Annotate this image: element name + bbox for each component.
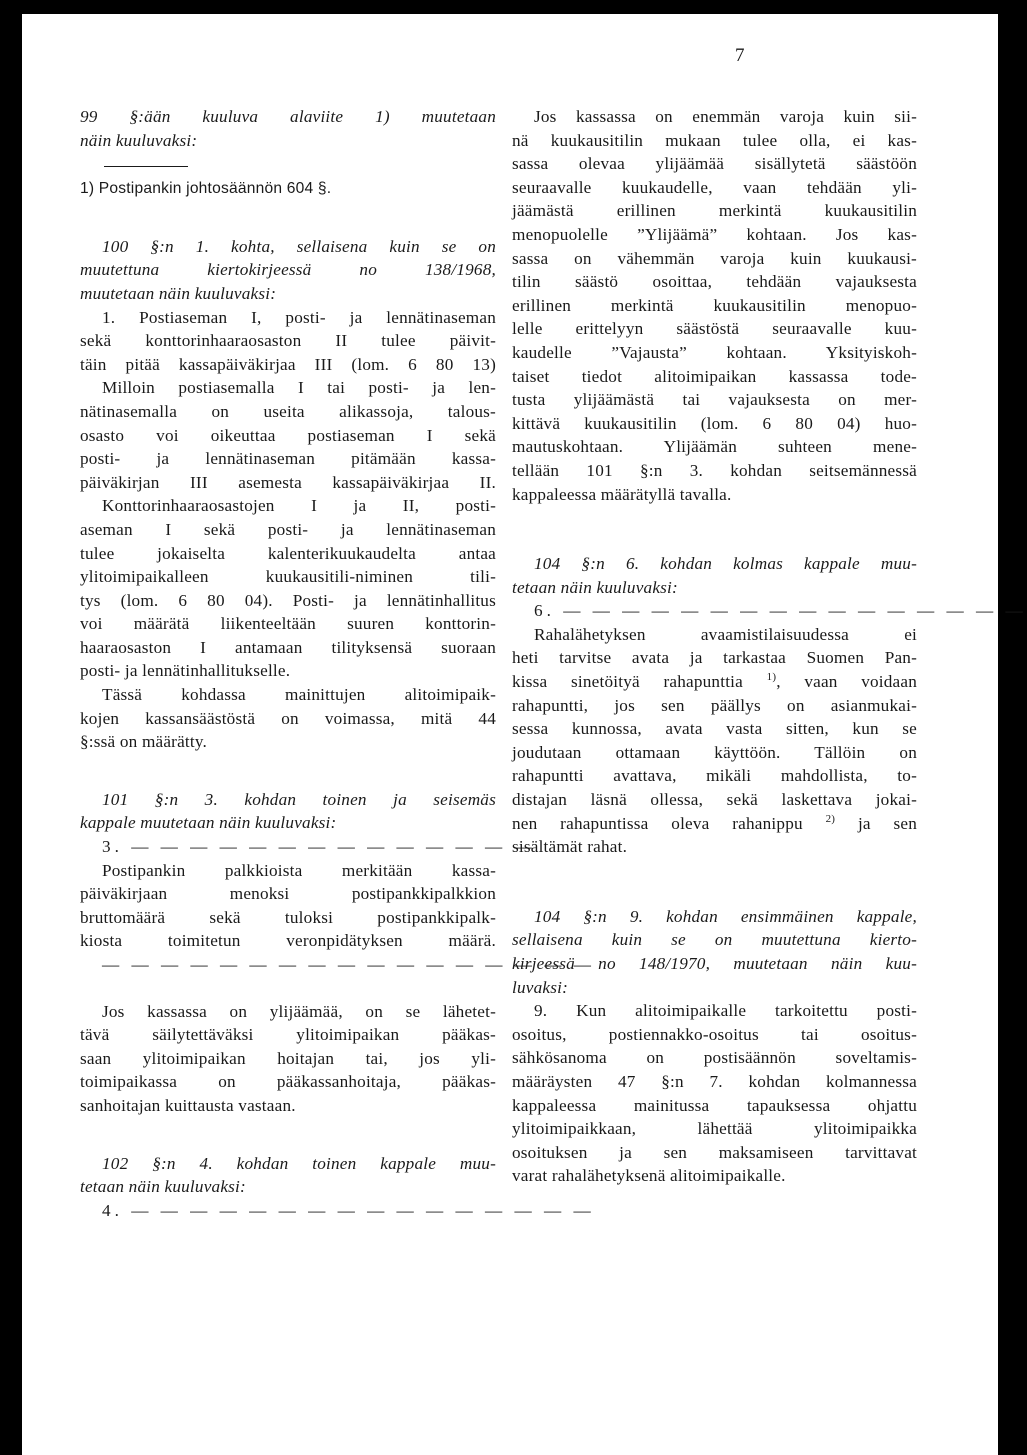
footnote-text: 1) Postipankin johtosäännön 604 §. xyxy=(80,180,332,198)
body-line: menopuolelle ”Ylijäämä” kohtaan. Jos kas- xyxy=(512,224,917,244)
body-line: jäämästä erillinen merkintä kuukausitilin xyxy=(512,201,917,221)
section-104-6-heading-line: tetaan näin kuuluvaksi: xyxy=(512,577,678,597)
section-100-heading-line: 100 §:n 1. kohta, sellaisena kuin se on xyxy=(102,236,496,256)
section-104-9-heading-line: luvaksi: xyxy=(512,977,569,997)
body-text: kissa sinetöityä rahapunttia xyxy=(512,672,743,692)
body-line: tulee jokaiselta kalenterikuukaudelta antaa xyxy=(80,543,496,563)
section-101-heading-line: 101 §:n 3. kohdan toinen ja seisemäs xyxy=(102,789,496,809)
section-99-heading-line: näin kuuluvaksi: xyxy=(80,130,198,150)
body-line: 9. Kun alitoimipaikalle tarkoitettu posti- xyxy=(534,1001,917,1021)
body-line: §:ssä on määrätty. xyxy=(80,732,208,752)
dash-line: — — — — — — — — — — — — — — — — — xyxy=(102,955,595,974)
body-line xyxy=(512,670,917,694)
body-line: ylitoimipaikkaan, lähettää ylitoimipaikka xyxy=(512,1119,917,1139)
body-line xyxy=(512,812,917,836)
body-line: sessa kunnossa, avata vasta sitten, kun se xyxy=(512,719,917,739)
section-104-6-heading-line: 104 §:n 6. kohdan kolmas kappale muu- xyxy=(534,554,917,574)
body-line: kiosta toimitetun veronpidätyksen määrä. xyxy=(80,931,496,951)
body-line: nä kuukausitilin mukaan tulee olla, ei kas- xyxy=(512,130,917,150)
section-101-heading-line: kappale muutetaan näin kuuluvaksi: xyxy=(80,813,337,833)
body-line: Jos kassassa on enemmän varoja kuin sii- xyxy=(534,107,917,126)
body-line: Rahalähetyksen avaamistilaisuudessa ei xyxy=(534,624,917,644)
body-line: saan ylitoimipaikan hoitajan tai, jos yli- xyxy=(80,1048,496,1068)
body-line: päiväkirjan III asemesta kassapäiväkirjaa II. xyxy=(80,472,496,492)
dash-line: — — — — — — — — — — — — — — — — xyxy=(131,1200,595,1220)
body-line: erillinen merkintä kuukausitilin menopuo- xyxy=(512,295,917,315)
body-line: rahapuntti avattava, mikäli mahdollista, to- xyxy=(512,766,917,786)
body-line: osasto voi oikeuttaa postiaseman I sekä xyxy=(80,425,496,445)
body-line: tilin säästö osoittaa, tehdään vajauksesta xyxy=(512,272,917,292)
body-line: osoitus, postiennakko-osoitus tai osoitus- xyxy=(512,1024,917,1044)
item-number: 6. xyxy=(534,601,555,621)
section-104-9-heading-line: sellaisena kuin se on muutettuna kierto- xyxy=(512,930,917,950)
body-line: sähkösanoma on postisäännön soveltamis- xyxy=(512,1048,917,1068)
body-line: taiset tiedot alitoimipaikan kassassa tode- xyxy=(512,366,917,386)
section-100-heading-line: muutetaan näin kuuluvaksi: xyxy=(80,283,277,303)
body-line: Jos kassassa on ylijäämää, on se lähetet- xyxy=(102,1001,496,1021)
body-line: aseman I sekä posti- ja lennätinaseman xyxy=(80,519,496,539)
footnote-rule xyxy=(104,166,188,167)
body-line: Tässä kohdassa mainittujen alitoimipaik- xyxy=(102,685,496,705)
section-104-9-heading-line: 104 §:n 9. kohdan ensimmäinen kappale, xyxy=(534,906,917,926)
item-number: 4. xyxy=(102,1200,123,1220)
body-line: kappaleessa mainitussa tapauksessa ohjattu xyxy=(512,1095,917,1115)
body-line: toimipaikassa on pääkassanhoitaja, pääkas- xyxy=(80,1072,496,1092)
body-line: distajan läsnä ollessa, sekä laskettava jokai- xyxy=(512,790,917,810)
section-104-9-heading-line: kirjeessä no 148/1970, muutetaan näin kuu- xyxy=(512,954,917,973)
body-line: joudutaan ottamaan käyttöön. Tällöin on xyxy=(512,742,917,762)
dash-line: — — — — — — — — — — — — — — — — xyxy=(563,601,1027,621)
body-line: sassa olevaa ylijäämää sisällytetä säästöön xyxy=(512,154,917,174)
page-number: 7 xyxy=(735,45,745,66)
section-99-heading-line: 99 §:ään kuuluva alaviite 1) muutetaan xyxy=(80,107,496,126)
elided-text-line xyxy=(80,1199,595,1223)
body-text: ja sen xyxy=(857,813,918,833)
body-line: Milloin postiasemalla I tai posti- ja len- xyxy=(102,378,496,398)
item-number: 3. xyxy=(102,837,123,857)
body-line: kittävä kuukausitilin (lom. 6 80 04) huo- xyxy=(512,413,917,433)
body-line: kojen kassansäästöstä on voimassa, mitä 44 xyxy=(80,708,496,728)
elided-text-line xyxy=(80,835,536,859)
footnote-ref: 2) xyxy=(825,812,836,825)
body-line: päiväkirjaan menoksi postipankkipalkkion xyxy=(80,884,496,904)
body-text: , vaan voidaan xyxy=(776,672,918,692)
section-102-heading-line: tetaan näin kuuluvaksi: xyxy=(80,1177,246,1197)
body-line: haaraosaston I antamaan tilityksensä suoraan xyxy=(80,637,496,657)
right-column xyxy=(512,105,1027,1188)
body-line: Konttorinhaaraosastojen I ja II, posti- xyxy=(102,496,496,516)
body-line: bruttomäärä sekä tuloksi postipankkipalk- xyxy=(80,907,496,927)
body-line: posti- ja lennätinaseman pitämään kassa- xyxy=(80,449,496,469)
body-line: ylitoimipaikalleen kuukausitili-niminen tili- xyxy=(80,567,496,587)
body-line: sisältämät rahat. xyxy=(512,837,628,857)
body-line: kaudelle ”Vajausta” kohtaan. Yksityiskoh- xyxy=(512,342,917,362)
body-line: seuraavalle kuukaudelle, vaan tehdään yli- xyxy=(512,177,917,197)
body-line: kappaleessa määrätyllä tavalla. xyxy=(512,484,732,504)
elided-text-line xyxy=(512,599,1027,623)
body-line: tävä säilytettäväksi ylitoimipaikan pääkas- xyxy=(80,1025,496,1045)
body-line: lelle erittelyyn säästöstä seuraavalle kuu- xyxy=(512,319,917,339)
section-102-heading-line: 102 §:n 4. kohdan toinen kappale muu- xyxy=(102,1153,496,1173)
footnote-ref: 1) xyxy=(766,671,777,684)
body-line: Postipankin palkkioista merkitään kassa- xyxy=(102,860,496,880)
body-line: sassa on vähemmän varoja kuin kuukausi- xyxy=(512,248,917,268)
body-line: täin pitää kassapäiväkirjaa III (lom. 6 80 13) xyxy=(80,354,496,374)
body-line: heti tarvitse avata ja tarkastaa Suomen Pan- xyxy=(512,648,917,668)
body-line: rahapuntti, jos sen päällys on asianmukai- xyxy=(512,695,917,715)
body-line: osoituksen ja sen maksamiseen tarvittavat xyxy=(512,1142,917,1162)
body-line: tusta ylijäämästä tai vajauksesta on mer- xyxy=(512,390,917,410)
body-line: mautuskohtaan. Ylijäämän suhteen mene- xyxy=(512,437,917,457)
body-line: sekä konttorinhaaraosaston II tulee päivit- xyxy=(80,331,496,351)
body-line: tys (lom. 6 80 04). Posti- ja lennätinhallitus xyxy=(80,590,496,610)
body-text: nen rahapuntissa oleva rahanippu xyxy=(512,813,803,833)
section-100-heading-line: muutettuna kiertokirjeessä no 138/1968, xyxy=(80,260,496,280)
body-line: tellään 101 §:n 3. kohdan seitsemännessä xyxy=(512,460,917,480)
body-line: sanhoitajan kuittausta vastaan. xyxy=(80,1095,296,1115)
body-line: määräysten 47 §:n 7. kohdan kolmannessa xyxy=(512,1071,917,1091)
body-line: posti- ja lennätinhallitukselle. xyxy=(80,661,291,681)
body-line: 1. Postiaseman I, posti- ja lennätinaseman xyxy=(102,307,496,327)
dash-line: — — — — — — — — — — — — — — xyxy=(131,837,536,857)
body-line: nätinasemalla on useita alikassoja, talous- xyxy=(80,401,496,421)
body-line: voi määrätä liikenteeltään suuren konttorin- xyxy=(80,614,496,634)
body-line: varat rahalähetyksenä alitoimipaikalle. xyxy=(512,1166,786,1186)
